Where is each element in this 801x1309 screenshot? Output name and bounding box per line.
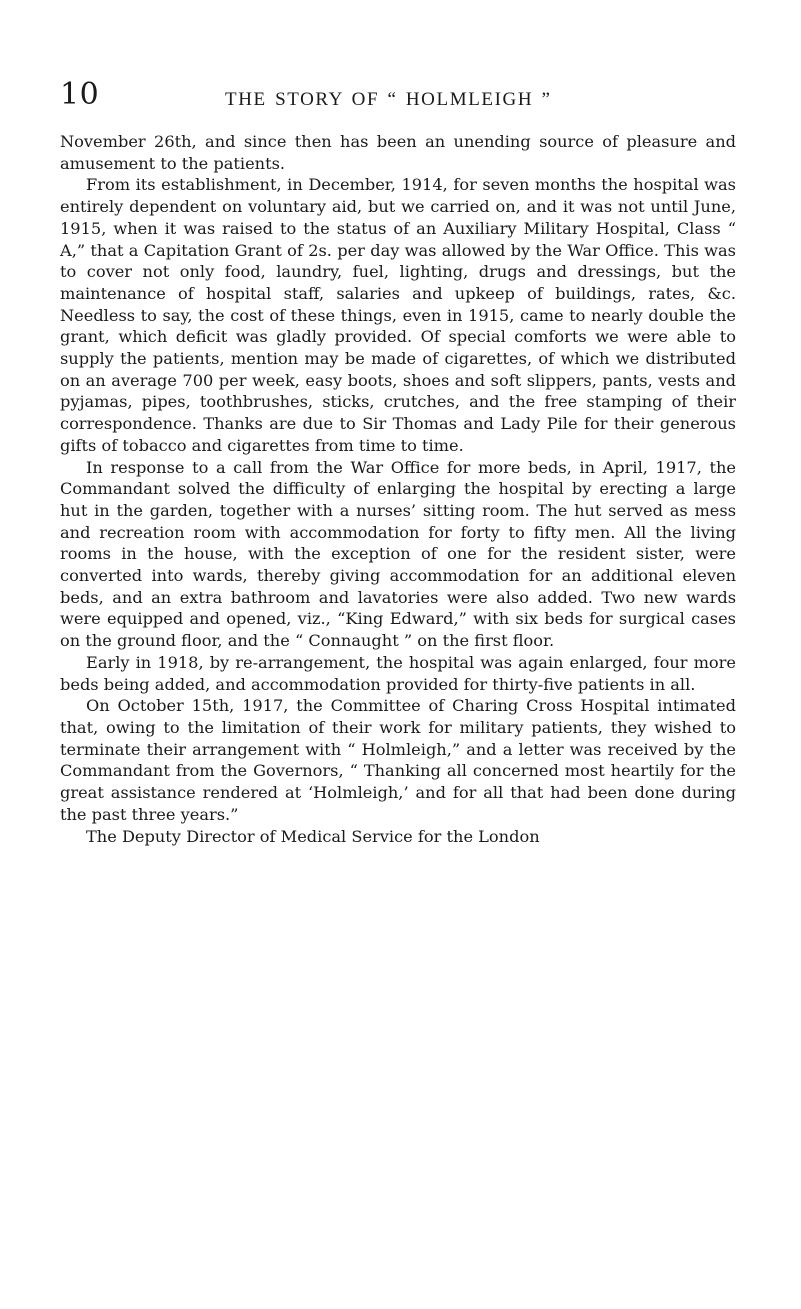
running-title: THE STORY OF “ HOLMLEIGH ” bbox=[225, 89, 552, 110]
paragraph-continued: November 26th, and since then has been an unending source of pleasure and amusement to the patients. bbox=[60, 132, 736, 173]
paragraph-enlargement-1918: Early in 1918, by re-arrangement, the hospital was again enlarged, four more beds being added, and accommodation provided for thirty-five patients in all. bbox=[60, 652, 736, 694]
page-number: 10 bbox=[60, 77, 100, 112]
paragraph-charing-cross: On October 15th, 1917, the Committee of Charing Cross Hospital intimated that, owing to the limitation of their work for military patients, they wished to terminate their arrangement with “ Holmleigh,” and a letter was received by the Commandant from the Governors, “ Thanking all concerned most heartily for the great assistance rendered at ‘Holmleigh,’ and for all that had been done during the past three years.” bbox=[60, 696, 736, 824]
paragraph-establishment: From its establishment, in December, 1914, for seven months the hospital was entirely dependent on voluntary aid, but we carried on, and it was not until June, 1915, when it was raised to the status of an Auxiliary Military Hospital, Class “ A,” that a Capitation Grant of 2s. per day was allowed by the War Office. This was to cover not only food, laundry, fuel, lighting, drugs and dressings, but the maintenance of hospital staff, salaries and upkeep of buildings, rates, &c. Needless to say, the cost of these things, even in 1915, came to nearly double the grant, which deficit was gladly provided. Of special comforts we were able to supply the patients, mention may be made of cigarettes, of which we distributed on an average 700 per week, easy boots, shoes and soft slippers, pants, vests and pyjamas, pipes, toothbrushes, sticks, crutches, and the free stamping of their correspondence. Thanks are due to Sir Thomas and Lady Pile for their generous gifts of tobacco and cigarettes from time to time. bbox=[60, 175, 736, 455]
paragraph-enlargement-1917: In response to a call from the War Office for more beds, in April, 1917, the Commandant solved the difficulty of enlarging the hospital by erecting a large hut in the garden, together with a nurses’ sitting room. The hut served as mess and recreation room with accommodation for forty to fifty men. All the living rooms in the house, with the exception of one for the resident sister, were converted into wards, thereby giving accommodation for an additional eleven beds, and an extra bathroom and lavatories were also added. Two new wards were equipped and opened, viz., “King Edward,” with six beds for surgical cases on the ground floor, and the “ Connaught ” on the first floor. bbox=[60, 457, 736, 651]
running-head bbox=[60, 77, 760, 116]
paragraph-deputy-director: The Deputy Director of Medical Service for the London bbox=[86, 826, 540, 846]
body-text bbox=[60, 131, 736, 847]
